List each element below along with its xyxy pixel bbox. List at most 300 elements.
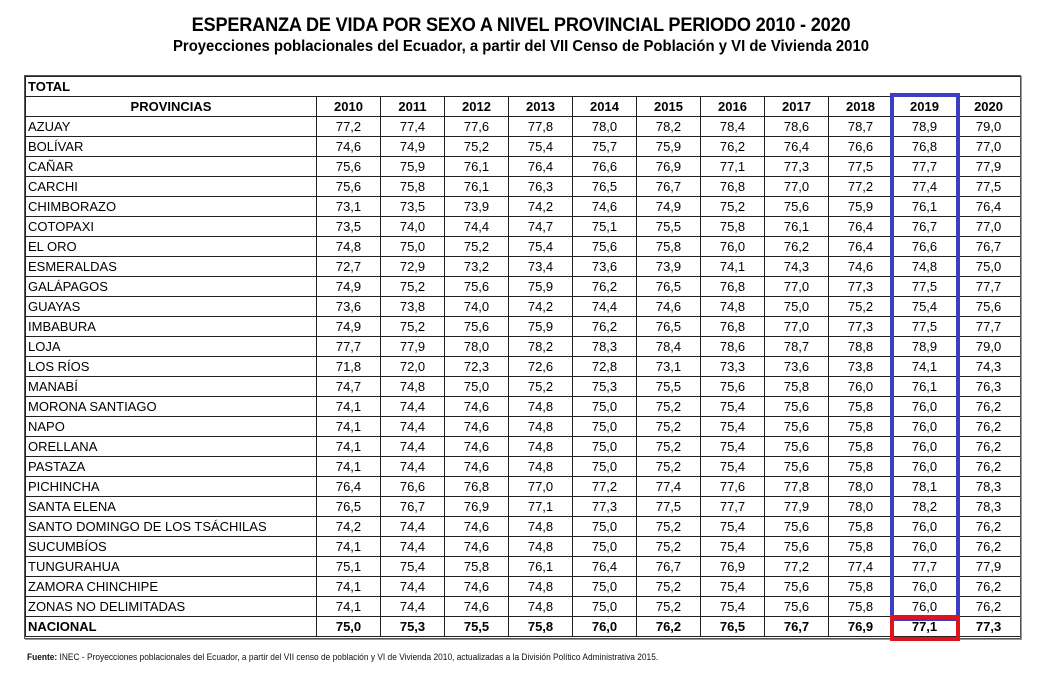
value-cell-2019: 78,1 <box>893 477 957 497</box>
value-cell-2010: 71,8 <box>317 357 381 377</box>
value-cell-2015: 75,2 <box>637 457 701 477</box>
value-cell-2012: 74,0 <box>445 297 509 317</box>
value-cell-2015: 78,4 <box>637 337 701 357</box>
value-cell-2012: 74,6 <box>445 417 509 437</box>
value-cell-2015: 76,2 <box>637 617 701 637</box>
value-cell-2019: 76,0 <box>893 517 957 537</box>
value-cell-2020: 77,9 <box>957 157 1021 177</box>
value-cell-2013: 75,8 <box>509 617 573 637</box>
table-row <box>26 357 1021 377</box>
value-cell-2014: 75,1 <box>573 217 637 237</box>
value-cell-2014: 75,3 <box>573 377 637 397</box>
value-cell-2019: 76,1 <box>893 377 957 397</box>
source-note <box>27 652 658 662</box>
value-cell-2014: 73,6 <box>573 257 637 277</box>
value-cell-2016: 76,5 <box>701 617 765 637</box>
value-cell-2018: 77,2 <box>829 177 893 197</box>
table-row <box>26 577 1021 597</box>
province-name: ESMERALDAS <box>26 257 317 277</box>
value-cell-2018: 78,0 <box>829 477 893 497</box>
province-name: BOLÍVAR <box>26 137 317 157</box>
value-cell-2017: 74,3 <box>765 257 829 277</box>
value-cell-2018: 75,2 <box>829 297 893 317</box>
column-header-year: 2015 <box>637 97 701 117</box>
value-cell-2018: 77,4 <box>829 557 893 577</box>
value-cell-2017: 77,0 <box>765 277 829 297</box>
value-cell-2012: 75,0 <box>445 377 509 397</box>
province-name: ORELLANA <box>26 437 317 457</box>
value-cell-2016: 77,6 <box>701 477 765 497</box>
value-cell-2017: 77,2 <box>765 557 829 577</box>
value-cell-2014: 77,3 <box>573 497 637 517</box>
value-cell-2010: 77,2 <box>317 117 381 137</box>
value-cell-2011: 75,2 <box>381 277 445 297</box>
table-row <box>26 417 1021 437</box>
province-name: PICHINCHA <box>26 477 317 497</box>
value-cell-2015: 75,2 <box>637 397 701 417</box>
value-cell-2020: 77,7 <box>957 317 1021 337</box>
province-name: GUAYAS <box>26 297 317 317</box>
value-cell-2012: 76,9 <box>445 497 509 517</box>
value-cell-2013: 74,8 <box>509 457 573 477</box>
value-cell-2011: 74,4 <box>381 457 445 477</box>
value-cell-2010: 74,1 <box>317 457 381 477</box>
value-cell-2010: 73,5 <box>317 217 381 237</box>
province-name: CAÑAR <box>26 157 317 177</box>
value-cell-2020: 79,0 <box>957 337 1021 357</box>
province-name: IMBABURA <box>26 317 317 337</box>
value-cell-2018: 76,4 <box>829 217 893 237</box>
value-cell-2018: 75,8 <box>829 597 893 617</box>
source-text: INEC - Proyecciones poblacionales del Ecuador, a partir del VII censo de población y VI de Vivienda 2010, actualizadas a la División Político Administrativa 2015. <box>57 652 659 662</box>
table-row <box>26 537 1021 557</box>
value-cell-2015: 75,9 <box>637 137 701 157</box>
table-row <box>26 177 1021 197</box>
value-cell-2015: 75,2 <box>637 417 701 437</box>
table-row <box>26 497 1021 517</box>
value-cell-2014: 76,2 <box>573 317 637 337</box>
value-cell-2018: 75,8 <box>829 457 893 477</box>
value-cell-2018: 74,6 <box>829 257 893 277</box>
value-cell-2020: 76,2 <box>957 457 1021 477</box>
value-cell-2013: 73,4 <box>509 257 573 277</box>
province-name: ZAMORA CHINCHIPE <box>26 577 317 597</box>
value-cell-2019: 77,7 <box>893 157 957 177</box>
table-row <box>26 237 1021 257</box>
value-cell-2019: 77,5 <box>893 277 957 297</box>
value-cell-2011: 74,8 <box>381 377 445 397</box>
value-cell-2012: 74,6 <box>445 397 509 417</box>
source-label: Fuente: <box>27 652 58 662</box>
province-name: GALÁPAGOS <box>26 277 317 297</box>
value-cell-2011: 74,0 <box>381 217 445 237</box>
value-cell-2019: 77,7 <box>893 557 957 577</box>
province-name: EL ORO <box>26 237 317 257</box>
value-cell-2011: 74,4 <box>381 597 445 617</box>
value-cell-2014: 76,0 <box>573 617 637 637</box>
table-row <box>26 197 1021 217</box>
value-cell-2012: 75,8 <box>445 557 509 577</box>
value-cell-2010: 76,4 <box>317 477 381 497</box>
value-cell-2019: 78,9 <box>893 117 957 137</box>
document-title: ESPERANZA DE VIDA POR SEXO A NIVEL PROVINCIAL PERIODO 2010 - 2020 <box>191 14 851 36</box>
value-cell-2012: 74,6 <box>445 537 509 557</box>
value-cell-2011: 77,4 <box>381 117 445 137</box>
value-cell-2020: 79,0 <box>957 117 1021 137</box>
province-name: CHIMBORAZO <box>26 197 317 217</box>
value-cell-2020: 76,2 <box>957 597 1021 617</box>
value-cell-2020: 76,2 <box>957 397 1021 417</box>
column-header-year: 2019 <box>893 97 957 117</box>
value-cell-2014: 74,4 <box>573 297 637 317</box>
value-cell-2018: 75,8 <box>829 577 893 597</box>
value-cell-2019: 77,4 <box>893 177 957 197</box>
value-cell-2012: 75,5 <box>445 617 509 637</box>
value-cell-2020: 76,2 <box>957 577 1021 597</box>
value-cell-2015: 76,9 <box>637 157 701 177</box>
value-cell-2014: 76,6 <box>573 157 637 177</box>
value-cell-2010: 77,7 <box>317 337 381 357</box>
column-header-year: 2020 <box>957 97 1021 117</box>
value-cell-2010: 74,2 <box>317 517 381 537</box>
value-cell-2012: 76,1 <box>445 157 509 177</box>
table-row <box>26 457 1021 477</box>
value-cell-2016: 78,4 <box>701 117 765 137</box>
value-cell-2012: 75,6 <box>445 317 509 337</box>
value-cell-2018: 78,0 <box>829 497 893 517</box>
value-cell-2011: 73,5 <box>381 197 445 217</box>
value-cell-2010: 74,7 <box>317 377 381 397</box>
value-cell-2016: 75,4 <box>701 597 765 617</box>
value-cell-2019: 76,0 <box>893 457 957 477</box>
value-cell-2012: 78,0 <box>445 337 509 357</box>
value-cell-2012: 74,6 <box>445 517 509 537</box>
province-name: MORONA SANTIAGO <box>26 397 317 417</box>
value-cell-2016: 74,1 <box>701 257 765 277</box>
value-cell-2014: 75,0 <box>573 457 637 477</box>
value-cell-2020: 74,3 <box>957 357 1021 377</box>
value-cell-2013: 75,9 <box>509 317 573 337</box>
value-cell-2014: 72,8 <box>573 357 637 377</box>
value-cell-2013: 74,8 <box>509 597 573 617</box>
value-cell-2011: 74,4 <box>381 517 445 537</box>
value-cell-2011: 74,4 <box>381 577 445 597</box>
value-cell-2018: 75,8 <box>829 417 893 437</box>
value-cell-2015: 76,5 <box>637 317 701 337</box>
value-cell-2020: 77,3 <box>957 617 1021 637</box>
value-cell-2014: 76,2 <box>573 277 637 297</box>
value-cell-2010: 72,7 <box>317 257 381 277</box>
value-cell-2016: 77,7 <box>701 497 765 517</box>
value-cell-2013: 75,2 <box>509 377 573 397</box>
value-cell-2014: 75,6 <box>573 237 637 257</box>
province-name: PASTAZA <box>26 457 317 477</box>
province-name: CARCHI <box>26 177 317 197</box>
value-cell-2010: 75,0 <box>317 617 381 637</box>
value-cell-2016: 75,6 <box>701 377 765 397</box>
value-cell-2013: 76,4 <box>509 157 573 177</box>
value-cell-2014: 75,7 <box>573 137 637 157</box>
value-cell-2011: 76,6 <box>381 477 445 497</box>
value-cell-2014: 76,4 <box>573 557 637 577</box>
value-cell-2014: 75,0 <box>573 577 637 597</box>
table-row <box>26 557 1021 577</box>
value-cell-2013: 74,7 <box>509 217 573 237</box>
value-cell-2018: 76,9 <box>829 617 893 637</box>
value-cell-2011: 73,8 <box>381 297 445 317</box>
value-cell-2012: 74,4 <box>445 217 509 237</box>
value-cell-2018: 76,0 <box>829 377 893 397</box>
column-header-year: 2016 <box>701 97 765 117</box>
value-cell-2016: 76,8 <box>701 317 765 337</box>
value-cell-2012: 75,6 <box>445 277 509 297</box>
value-cell-2014: 76,5 <box>573 177 637 197</box>
column-header-year: 2010 <box>317 97 381 117</box>
value-cell-2011: 74,4 <box>381 397 445 417</box>
value-cell-2018: 78,7 <box>829 117 893 137</box>
province-name: LOJA <box>26 337 317 357</box>
value-cell-2012: 74,6 <box>445 577 509 597</box>
value-cell-2010: 75,1 <box>317 557 381 577</box>
value-cell-2013: 77,8 <box>509 117 573 137</box>
value-cell-2013: 76,3 <box>509 177 573 197</box>
value-cell-2018: 77,3 <box>829 317 893 337</box>
value-cell-2017: 75,6 <box>765 537 829 557</box>
value-cell-2015: 75,2 <box>637 537 701 557</box>
value-cell-2011: 75,8 <box>381 177 445 197</box>
value-cell-2020: 77,7 <box>957 277 1021 297</box>
value-cell-2012: 74,6 <box>445 597 509 617</box>
value-cell-2011: 74,9 <box>381 137 445 157</box>
value-cell-2010: 74,8 <box>317 237 381 257</box>
value-cell-2013: 75,4 <box>509 237 573 257</box>
value-cell-2013: 74,2 <box>509 197 573 217</box>
value-cell-2013: 74,8 <box>509 517 573 537</box>
value-cell-2011: 74,4 <box>381 437 445 457</box>
province-name: LOS RÍOS <box>26 357 317 377</box>
value-cell-2012: 75,2 <box>445 237 509 257</box>
value-cell-2017: 75,6 <box>765 517 829 537</box>
value-cell-2012: 77,6 <box>445 117 509 137</box>
value-cell-2019: 76,1 <box>893 197 957 217</box>
value-cell-2020: 76,2 <box>957 517 1021 537</box>
table-row <box>26 217 1021 237</box>
value-cell-2015: 75,5 <box>637 217 701 237</box>
table-row <box>26 397 1021 417</box>
value-cell-2016: 75,4 <box>701 457 765 477</box>
value-cell-2018: 76,6 <box>829 137 893 157</box>
value-cell-2010: 74,1 <box>317 597 381 617</box>
value-cell-2017: 77,0 <box>765 177 829 197</box>
table-row <box>26 277 1021 297</box>
value-cell-2011: 75,3 <box>381 617 445 637</box>
value-cell-2015: 75,2 <box>637 597 701 617</box>
value-cell-2020: 75,0 <box>957 257 1021 277</box>
value-cell-2020: 77,0 <box>957 217 1021 237</box>
total-row-nacional <box>26 617 1021 637</box>
value-cell-2015: 75,2 <box>637 517 701 537</box>
value-cell-2020: 75,6 <box>957 297 1021 317</box>
value-cell-2019: 76,8 <box>893 137 957 157</box>
value-cell-2015: 76,7 <box>637 557 701 577</box>
value-cell-2018: 75,8 <box>829 517 893 537</box>
column-header-year: 2014 <box>573 97 637 117</box>
value-cell-2014: 78,3 <box>573 337 637 357</box>
value-cell-2017: 75,6 <box>765 197 829 217</box>
value-cell-2020: 77,0 <box>957 137 1021 157</box>
value-cell-2018: 75,8 <box>829 437 893 457</box>
value-cell-2017: 78,6 <box>765 117 829 137</box>
province-name: SUCUMBÍOS <box>26 537 317 557</box>
value-cell-2019: 74,8 <box>893 257 957 277</box>
value-cell-2016: 77,1 <box>701 157 765 177</box>
value-cell-2016: 75,2 <box>701 197 765 217</box>
value-cell-2011: 72,0 <box>381 357 445 377</box>
value-cell-2018: 77,3 <box>829 277 893 297</box>
value-cell-2012: 74,6 <box>445 457 509 477</box>
table-row <box>26 137 1021 157</box>
value-cell-2017: 76,7 <box>765 617 829 637</box>
value-cell-2018: 73,8 <box>829 357 893 377</box>
table-row <box>26 597 1021 617</box>
column-header-year: 2017 <box>765 97 829 117</box>
value-cell-2019: 76,0 <box>893 437 957 457</box>
value-cell-2017: 77,8 <box>765 477 829 497</box>
value-cell-2013: 74,2 <box>509 297 573 317</box>
value-cell-2013: 74,8 <box>509 537 573 557</box>
value-cell-2010: 74,9 <box>317 277 381 297</box>
value-cell-2015: 74,9 <box>637 197 701 217</box>
column-header-year: 2012 <box>445 97 509 117</box>
province-name: TUNGURAHUA <box>26 557 317 577</box>
section-row <box>26 77 1021 97</box>
value-cell-2010: 74,1 <box>317 397 381 417</box>
value-cell-2020: 77,5 <box>957 177 1021 197</box>
value-cell-2018: 75,9 <box>829 197 893 217</box>
value-cell-2011: 75,9 <box>381 157 445 177</box>
value-cell-2019: 76,0 <box>893 537 957 557</box>
value-cell-2017: 75,6 <box>765 597 829 617</box>
value-cell-2014: 75,0 <box>573 517 637 537</box>
province-name: AZUAY <box>26 117 317 137</box>
value-cell-2012: 74,6 <box>445 437 509 457</box>
province-name: NAPO <box>26 417 317 437</box>
value-cell-2017: 76,2 <box>765 237 829 257</box>
value-cell-2013: 75,4 <box>509 137 573 157</box>
column-header-provincias: PROVINCIAS <box>26 97 317 117</box>
value-cell-2020: 76,2 <box>957 437 1021 457</box>
value-cell-2012: 75,2 <box>445 137 509 157</box>
value-cell-2013: 74,8 <box>509 577 573 597</box>
value-cell-2017: 75,6 <box>765 577 829 597</box>
value-cell-2016: 76,0 <box>701 237 765 257</box>
value-cell-2011: 76,7 <box>381 497 445 517</box>
value-cell-2013: 77,1 <box>509 497 573 517</box>
value-cell-2014: 77,2 <box>573 477 637 497</box>
value-cell-2014: 75,0 <box>573 537 637 557</box>
value-cell-2017: 75,8 <box>765 377 829 397</box>
value-cell-2012: 76,1 <box>445 177 509 197</box>
value-cell-2015: 75,2 <box>637 437 701 457</box>
value-cell-2015: 73,9 <box>637 257 701 277</box>
value-cell-2016: 75,4 <box>701 517 765 537</box>
value-cell-2013: 78,2 <box>509 337 573 357</box>
value-cell-2014: 75,0 <box>573 397 637 417</box>
value-cell-2019: 74,1 <box>893 357 957 377</box>
value-cell-2016: 75,4 <box>701 577 765 597</box>
value-cell-2017: 75,6 <box>765 437 829 457</box>
value-cell-2019: 78,2 <box>893 497 957 517</box>
value-cell-2017: 75,0 <box>765 297 829 317</box>
value-cell-2019: 76,6 <box>893 237 957 257</box>
value-cell-2014: 75,0 <box>573 597 637 617</box>
value-cell-2013: 74,8 <box>509 417 573 437</box>
value-cell-2010: 75,6 <box>317 157 381 177</box>
province-name: ZONAS NO DELIMITADAS <box>26 597 317 617</box>
value-cell-2019: 76,0 <box>893 397 957 417</box>
value-cell-2019: 78,9 <box>893 337 957 357</box>
value-cell-2016: 74,8 <box>701 297 765 317</box>
value-cell-2015: 73,1 <box>637 357 701 377</box>
value-cell-2019: 77,1 <box>893 617 957 637</box>
value-cell-2019: 76,7 <box>893 217 957 237</box>
table-row <box>26 517 1021 537</box>
value-cell-2017: 78,7 <box>765 337 829 357</box>
value-cell-2017: 75,6 <box>765 417 829 437</box>
value-cell-2017: 77,9 <box>765 497 829 517</box>
value-cell-2010: 76,5 <box>317 497 381 517</box>
value-cell-2015: 76,7 <box>637 177 701 197</box>
value-cell-2020: 78,3 <box>957 477 1021 497</box>
value-cell-2014: 78,0 <box>573 117 637 137</box>
table-row <box>26 117 1021 137</box>
province-name: SANTA ELENA <box>26 497 317 517</box>
value-cell-2019: 75,4 <box>893 297 957 317</box>
value-cell-2018: 78,8 <box>829 337 893 357</box>
value-cell-2010: 74,1 <box>317 577 381 597</box>
value-cell-2020: 76,7 <box>957 237 1021 257</box>
province-name: SANTO DOMINGO DE LOS TSÁCHILAS <box>26 517 317 537</box>
value-cell-2010: 74,1 <box>317 417 381 437</box>
value-cell-2016: 76,8 <box>701 177 765 197</box>
value-cell-2016: 75,4 <box>701 417 765 437</box>
value-cell-2017: 76,4 <box>765 137 829 157</box>
value-cell-2018: 77,5 <box>829 157 893 177</box>
value-cell-2010: 73,1 <box>317 197 381 217</box>
value-cell-2016: 76,9 <box>701 557 765 577</box>
value-cell-2012: 76,8 <box>445 477 509 497</box>
life-expectancy-table <box>25 76 1021 637</box>
value-cell-2016: 78,6 <box>701 337 765 357</box>
value-cell-2020: 76,2 <box>957 417 1021 437</box>
value-cell-2011: 77,9 <box>381 337 445 357</box>
value-cell-2015: 74,6 <box>637 297 701 317</box>
value-cell-2015: 75,2 <box>637 577 701 597</box>
value-cell-2020: 78,3 <box>957 497 1021 517</box>
table-row <box>26 437 1021 457</box>
value-cell-2013: 77,0 <box>509 477 573 497</box>
value-cell-2011: 74,4 <box>381 417 445 437</box>
table-row <box>26 477 1021 497</box>
document-subtitle: Proyecciones poblacionales del Ecuador, a partir del VII Censo de Población y VI de Vivienda 2010 <box>172 38 870 55</box>
value-cell-2013: 74,8 <box>509 437 573 457</box>
value-cell-2017: 75,6 <box>765 457 829 477</box>
value-cell-2013: 72,6 <box>509 357 573 377</box>
value-cell-2015: 77,4 <box>637 477 701 497</box>
value-cell-2014: 74,6 <box>573 197 637 217</box>
value-cell-2013: 75,9 <box>509 277 573 297</box>
value-cell-2018: 76,4 <box>829 237 893 257</box>
